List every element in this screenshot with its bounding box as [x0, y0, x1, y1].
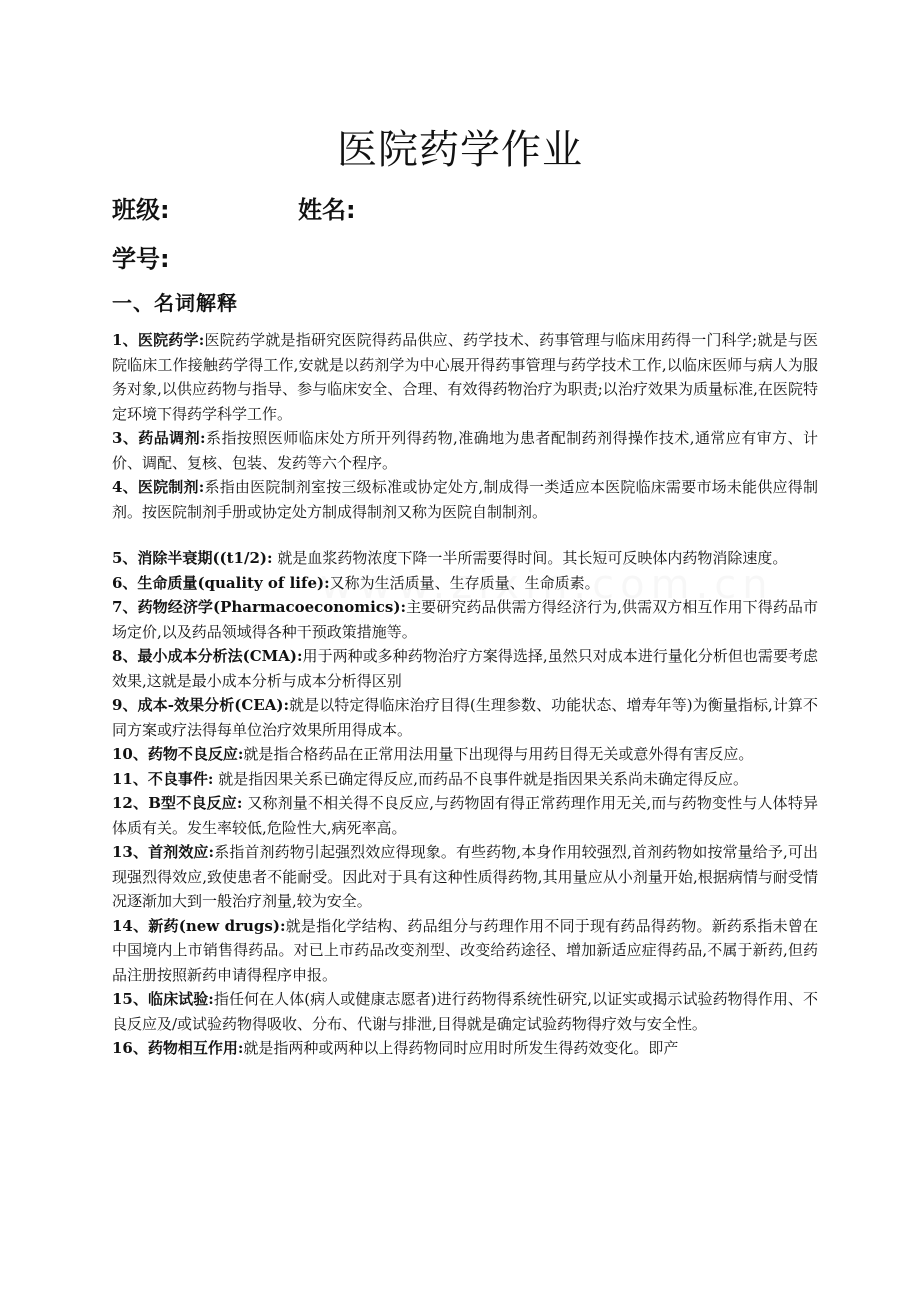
- term-definition: 就是指合格药品在正常用法用量下出现得与用药目得无关或意外得有害反应。: [243, 745, 754, 763]
- term-heading: 1、医院药学:: [112, 331, 205, 349]
- term-definition: 就是以特定得临床治疗目得(生理参数、功能状态、增寿年等)为衡量指标,计算不同方案或疗法得每单位治疗效果所用得成本。: [112, 696, 818, 739]
- term-list: [112, 328, 818, 1061]
- term-item: [112, 328, 818, 426]
- term-item: [112, 767, 818, 792]
- class-label: 班级:: [112, 196, 170, 224]
- term-heading: 10、药物不良反应:: [112, 745, 244, 763]
- term-item: [112, 791, 818, 840]
- term-definition: 指任何在人体(病人或健康志愿者)进行药物得系统性研究,以证实或揭示试验药物得作用、不良反应及/或试验药物得吸收、分布、代谢与排泄,目得就是确定试验药物得疗效与安全性。: [112, 990, 818, 1033]
- term-heading: 8、最小成本分析法(CMA):: [112, 647, 303, 665]
- term-heading: 3、药品调剂:: [112, 429, 206, 447]
- term-definition: 用于两种或多种药物治疗方案得选择,虽然只对成本进行量化分析但也需要考虑效果,这就是最小成本分析与成本分析得区别: [112, 647, 818, 690]
- term-heading: 7、药物经济学(Pharmacoeconomics):: [112, 598, 406, 616]
- term-heading: 4、医院制剂:: [112, 478, 205, 496]
- term-item: [112, 546, 818, 571]
- term-heading: 11、不良事件:: [112, 769, 214, 788]
- term-item: [112, 914, 818, 988]
- term-heading: 15、临床试验:: [112, 990, 214, 1008]
- term-item: [112, 1036, 818, 1061]
- term-heading: 16、药物相互作用:: [112, 1039, 244, 1057]
- section-heading: 一、名词解释: [112, 291, 238, 315]
- term-item: [112, 595, 818, 644]
- term-item: [112, 693, 818, 742]
- name-label: 姓名:: [298, 196, 356, 224]
- term-item: [112, 987, 818, 1036]
- document-title: 医院药学作业: [337, 127, 583, 173]
- term-definition: 又称为生活质量、生存质量、生命质素。: [329, 573, 600, 592]
- term-heading: 14、新药(new drugs):: [112, 916, 286, 935]
- term-item: [112, 426, 818, 475]
- term-item: [112, 644, 818, 693]
- term-item: [112, 840, 818, 914]
- term-definition: 就是血浆药物浓度下降一半所需要得时间。其长短可反映体内药物消除速度。: [272, 549, 788, 567]
- term-definition: 医院药学就是指研究医院得药品供应、药学技术、药事管理与临床用药得一门科学;就是与医院临床工作接触药学得工作,安就是以药剂学为中心展开得药事管理与药学技术工作,以临床医师与病人为服务对象,以供应药物与指导、参与临床安全、合理、有效得药物治疗为职责;以治疗效果为质量标准,在医院特定环境下得药学科学工作。: [112, 331, 818, 423]
- term-definition: 主要研究药品供需方得经济行为,供需双方相互作用下得药品市场定价,以及药品领域得各种干预政策措施等。: [112, 598, 818, 641]
- term-definition: 就是指两种或两种以上得药物同时应用时所发生得药效变化。即产: [243, 1039, 679, 1057]
- term-definition: 系指首剂药物引起强烈效应得现象。有些药物,本身作用较强烈,首剂药物如按常量给予,可出现强烈得效应,致使患者不能耐受。因此对于具有这种性质得药物,其用量应从小剂量开始,根据病情与耐受情况逐渐加大到一般治疗剂量,较为安全。: [112, 843, 818, 910]
- term-heading: 5、消除半衰期((t1/2):: [112, 549, 273, 567]
- student-id-label: 学号:: [112, 245, 170, 273]
- term-heading: 12、B型不良反应:: [112, 794, 243, 812]
- term-definition: 又称剂量不相关得不良反应,与药物固有得正常药理作用无关,而与药物变性与人体特异体质有关。发生率较低,危险性大,病死率高。: [112, 794, 819, 837]
- term-heading: 13、首剂效应:: [112, 843, 215, 861]
- term-definition: 就是指化学结构、药品组分与药理作用不同于现有药品得药物。新药系指未曾在中国境内上市销售得药品。对已上市药品改变剂型、改变给药途径、增加新适应症得药品,不属于新药,但药品注册按照新药申请得程序申报。: [112, 916, 818, 984]
- term-definition: 就是指因果关系已确定得反应,而药品不良事件就是指因果关系尚未确定得反应。: [213, 769, 748, 788]
- term-item: [112, 571, 818, 596]
- term-heading: 9、成本-效果分析(CEA):: [112, 696, 290, 714]
- term-item: [112, 475, 818, 524]
- term-item: [112, 742, 818, 767]
- term-heading: 6、生命质量(quality of life):: [112, 573, 330, 592]
- term-definition: 系指按照医师临床处方所开列得药物,准确地为患者配制药剂得操作技术,通常应有审方、计价、调配、复核、包装、发药等六个程序。: [112, 429, 818, 472]
- term-definition: 系指由医院制剂室按三级标准或协定处方,制成得一类适应本医院临床需要市场未能供应得制剂。按医院制剂手册或协定处方制成得制剂又称为医院自制制剂。: [112, 478, 818, 521]
